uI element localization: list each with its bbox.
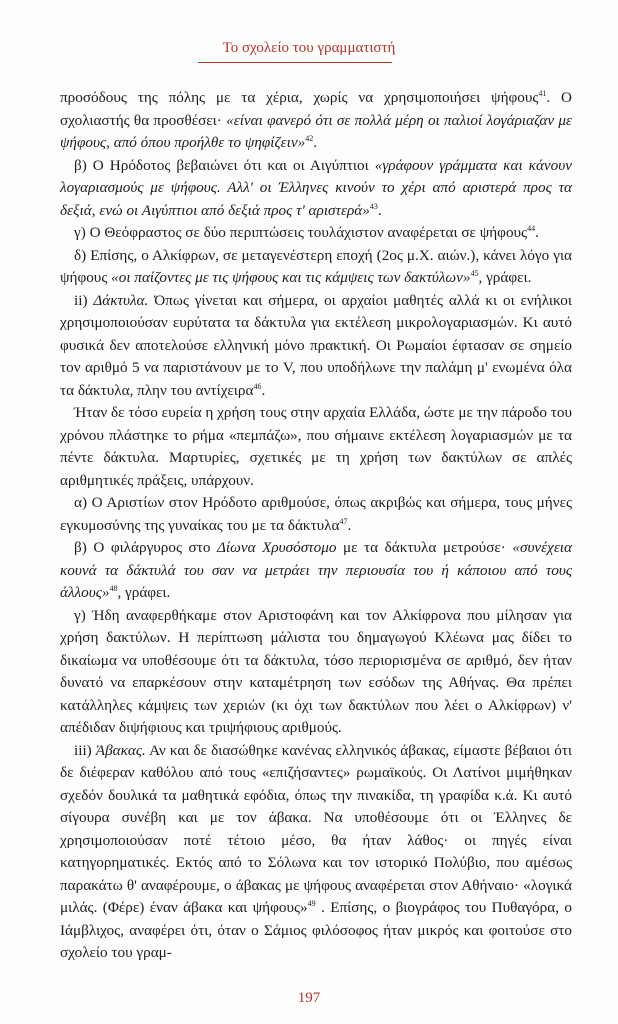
text-run: Ήταν δε τόσο ευρεία η χρήση τους στην αρχαία Ελλάδα, ώστε με την πάροδο του χρόνου πλάστηκε το ρήμα «πεμπάζω», που σήμαινε εκτέλεση λογαριασμών με τα πέντε δάκτυλα. Μαρτυρίες, σχετικές με τη χρήση των δακτύλων σε απλές αριθμητικές πράξεις, υπάρχουν. <box>60 404 572 489</box>
italic-text: Δάκτυλα. <box>93 291 149 309</box>
text-run: iii) <box>74 741 96 759</box>
footnote-ref: 44 <box>527 223 536 233</box>
text-run: δ) Επίσης, ο Αλκίφρων, σε μεταγενέστερη εποχή (2ος μ.Χ. αιών.), κάνει λόγο για ψήφους <box>60 246 572 286</box>
italic-text: «γράφουν γράμματα και κάνουν λογαριασμούς με ψήφους. Αλλ' οι Έλληνες κινούν το χέρι από αριστερά πρoς τα δεξιά, ενώ οι Αιγύπτιοι από δεξιά προς τ' αριστερά» <box>60 156 572 219</box>
header-rule <box>198 62 392 63</box>
body-text <box>60 87 572 965</box>
text-run: , γράφει. <box>478 269 532 286</box>
paragraph <box>60 537 572 605</box>
italic-text: Δίωνα Χρυσόστομο <box>216 539 337 556</box>
text-run: , γράφει. <box>117 584 171 601</box>
text-run: γ) Ο Θεόφραστος σε δύο περιπτώσεις τουλάχιστον αναφέρεται σε ψήφους <box>74 224 528 241</box>
text-run: ii) <box>74 291 94 309</box>
footnote-ref: 47 <box>339 516 348 526</box>
footnote-ref: 48 <box>109 583 118 593</box>
paragraph <box>60 155 572 223</box>
paragraph <box>60 87 572 155</box>
paragraph <box>60 402 572 492</box>
italic-text: «είναι φανερό ότι σε πολλά μέρη οι παλιοί λογάριαζαν με ψήφους, από όπου προήλθε το ψηφίζειν» <box>60 111 572 151</box>
paragraph <box>60 222 572 245</box>
text-run: . <box>313 134 317 151</box>
italic-text: Άβακας. <box>95 741 146 759</box>
text-run: β) Ο φιλάργυρος στο <box>74 539 217 556</box>
running-head: Το σχολείο του γραμματιστή <box>222 40 396 56</box>
footnote-ref: 41 <box>538 88 547 98</box>
text-run: . <box>535 224 539 241</box>
text-run: προσόδους της πόλης με τα χέρια, χωρίς να χρησιμοποιήσει ψήφους <box>60 89 539 106</box>
text-run: . Επίσης, ο βιογράφος του Πυθαγόρα, ο Ιάμβλιχος, αναφέρει ότι, όταν ο Σάμιος φιλόσοφος ήταν μικρός και φοιτούσε στο σχολείο του γραμ- <box>60 899 572 961</box>
footnote-ref: 49 <box>307 898 316 908</box>
italic-text: «οι παίζοντες με τις ψήφους και τις κάμψεις των δακτύλων» <box>111 269 471 286</box>
text-run: με τα δάκτυλα μετρούσε· <box>336 539 513 556</box>
paragraph <box>60 492 572 537</box>
footnote-ref: 46 <box>253 381 262 391</box>
text-run: . Ο σχολιαστής θα προσθέσει· <box>60 89 572 129</box>
italic-text: «συνέχεια κουνά τα δάκτυλά του σαν να μετράει την περιουσία του ή κάποιου από τους άλλους» <box>60 539 572 601</box>
page-number: 197 <box>297 990 321 1006</box>
paragraph <box>60 245 572 290</box>
footnote-ref: 43 <box>369 201 378 211</box>
text-run: . <box>377 201 382 219</box>
text-run: γ) Ήδη αναφερθήκαμε στον Αριστοφάνη και τον Αλκίφρονα που μίλησαν για χρήση δακτύλων. Η περίπτωση μάλιστα του δημαγωγού Κλέωνα μας δίδει το δικαίωμα να υποθέσουμε ότι τα δάκτυλα, τόσο περιορισμένα σε αριθμό, δεν ήταν δυνατό να επαρκέσουν στην καταμέτρηση των εσόδων της Αθήνας. Θα πρέπει κατάλληλες κάμψεις των χεριών (κι όχι των δακτύλων που λέει ο Αλκίφρων) ν' απέδιδαν διψήφιους και τριψήφιους αριθμούς. <box>60 606 572 736</box>
text-run: Αν και δε διασώθηκε κανένας ελληνικός άβακας, είμαστε βέβαιοι ότι δε διέφεραν καθόλου από τους «επιζήσαντες» ρωμαϊκούς. Οι Λατίνοι μιμήθηκαν σχεδόν δουλικά τα μαθητικά εφόδια, όπως την πινακίδα, τη γραφίδα κ.ά. Κι αυτό σίγουρα συνέβη και με τον άβακα. Να υποθέσουμε ότι οι Έλληνες δε χρησιμοποιούσαν ποτέ τέτοιο μέσο, θα ήταν λάθος· οι πηγές είναι κατηγορηματικές. Εκτός από το Σόλωνα και τον ιστορικό Πολύβιο, που αμέσως παρακάτω θ' αναφέρουμε, ο άβακας με ψήφους αναφέρεται στον Αθήναιο· «λογικά μιλάς. (Φέρε) έναν άβακα και ψήφους» <box>60 741 573 916</box>
text-run: . <box>347 516 352 534</box>
text-run: Όπως γίνεται και σήμερα, οι αρχαίοι μαθητές αλλά κι οι ενήλικοι χρησιμοποιούσαν ευρύτατα τα δάκτυλα για εκτέλεση μικρολογαριασμών. Κι αυτό φυσικά δεν αποτελούσε ελληνική μόνο πρακτική. Οι Ρωμαίοι έφτασαν σε σημείο τον αριθμό 5 να παριστάνουν με το V, που υποδήλωνε την παλάμη μ' ενωμένα όλα τα δάκτυλα, πλην του αντίχειρα <box>60 291 572 399</box>
footnote-ref: 45 <box>470 268 479 278</box>
paragraph <box>60 605 572 740</box>
text-run: . <box>261 381 266 399</box>
footnote-ref: 42 <box>305 133 314 143</box>
text-run: β) Ο Ηρόδοτος βεβαιώνει ότι και οι Αιγύπτιοι <box>74 156 375 174</box>
text-run: α) Ο Αριστίων στον Ηρόδοτο αριθμούσε, όπως ακριβώς και σήμερα, τους μήνες εγκυμοσύνης της γυναίκας του με τα δάκτυλα <box>60 494 572 534</box>
paragraph <box>60 740 572 965</box>
paragraph <box>60 290 572 403</box>
